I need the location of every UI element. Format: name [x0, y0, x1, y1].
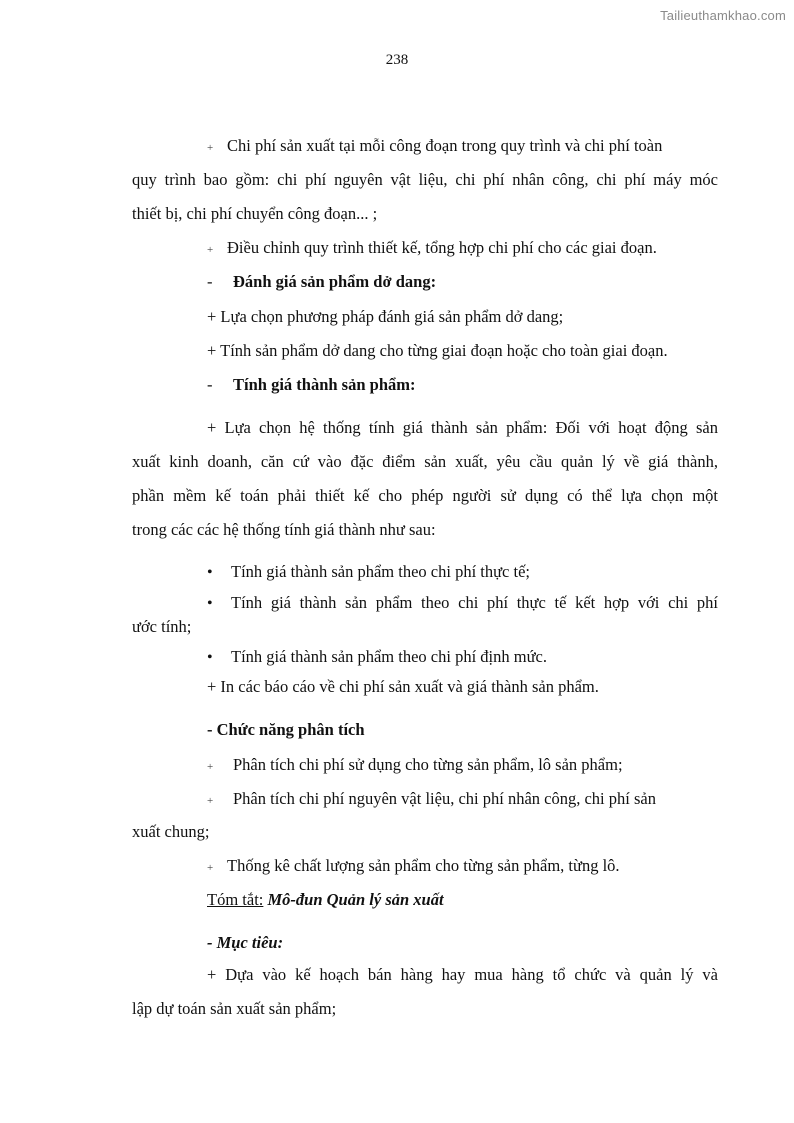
- bullet-icon: •: [207, 595, 213, 612]
- paragraph-line: trong các các hệ thống tính giá thành như sau:: [132, 520, 436, 539]
- bullet-text: Tính giá thành sản phẩm theo chi phí định mức.: [231, 647, 547, 666]
- dash-marker: -: [207, 375, 213, 394]
- heading-text: Đánh giá sản phẩm dở dang:: [233, 272, 437, 291]
- plus-marker: +: [207, 142, 214, 154]
- section-heading: [207, 375, 416, 395]
- paragraph-line: + Tính sản phẩm dở dang cho từng giai đoạn hoặc cho toàn giai đoạn.: [207, 341, 668, 360]
- paragraph-line: ước tính;: [132, 617, 192, 636]
- paragraph-line: [207, 856, 620, 876]
- heading-text: Tính giá thành sản phẩm:: [233, 375, 416, 394]
- paragraph-line: xuất chung;: [132, 822, 210, 841]
- bullet-icon: •: [207, 564, 213, 581]
- paragraph-line: [207, 136, 662, 156]
- section-heading: - Mục tiêu:: [207, 933, 284, 952]
- line-text: Thống kê chất lượng sản phẩm cho từng sản phẩm, từng lô.: [227, 856, 620, 875]
- summary-label: Tóm tắt:: [207, 890, 264, 909]
- line-text: Phân tích chi phí sử dụng cho từng sản phẩm, lô sản phẩm;: [233, 755, 623, 774]
- plus-marker: +: [207, 862, 214, 874]
- paragraph-line: + In các báo cáo về chi phí sản xuất và giá thành sản phẩm.: [207, 677, 599, 696]
- summary-line: [207, 890, 444, 910]
- bullet-item: [207, 593, 718, 613]
- watermark: Tailieuthamkhao.com: [660, 8, 786, 23]
- line-text: Chi phí sản xuất tại mỗi công đoạn trong quy trình và chi phí toàn: [227, 136, 663, 155]
- paragraph-line: quy trình bao gồm: chi phí nguyên vật liệu, chi phí nhân công, chi phí máy móc: [132, 170, 718, 189]
- bullet-icon: •: [207, 649, 213, 666]
- paragraph-line: + Dựa vào kế hoạch bán hàng hay mua hàng tổ chức và quản lý và: [207, 965, 718, 984]
- paragraph-line: lập dự toán sản xuất sản phẩm;: [132, 999, 337, 1018]
- bullet-item: [207, 562, 530, 582]
- section-heading: - Chức năng phân tích: [207, 720, 365, 739]
- plus-marker: +: [207, 244, 214, 256]
- page-number: 238: [385, 52, 409, 68]
- line-text: Phân tích chi phí nguyên vật liệu, chi phí nhân công, chi phí sản: [233, 789, 656, 808]
- plus-marker: +: [207, 761, 214, 773]
- paragraph-line: thiết bị, chi phí chuyển công đoạn... ;: [132, 204, 378, 223]
- bullet-text: Tính giá thành sản phẩm theo chi phí thực tế;: [231, 562, 530, 581]
- paragraph-line: + Lựa chọn phương pháp đánh giá sản phẩm dở dang;: [207, 307, 564, 326]
- line-text: Điều chỉnh quy trình thiết kế, tổng hợp chi phí cho các giai đoạn.: [227, 238, 657, 257]
- summary-title: Mô-đun Quản lý sản xuất: [267, 890, 444, 909]
- paragraph-line: phần mềm kế toán phải thiết kế cho phép người sử dụng có thể lựa chọn một: [132, 486, 718, 505]
- paragraph-line: + Lựa chọn hệ thống tính giá thành sản phẩm: Đối với hoạt động sản: [207, 418, 718, 437]
- dash-marker: -: [207, 272, 213, 291]
- paragraph-line: [207, 755, 623, 775]
- bullet-text: Tính giá thành sản phẩm theo chi phí thực tế kết hợp với chi phí: [231, 593, 718, 612]
- paragraph-line: [207, 789, 656, 809]
- paragraph-line: [207, 238, 657, 258]
- section-heading: [207, 272, 436, 292]
- plus-marker: +: [207, 795, 214, 807]
- paragraph-line: xuất kinh doanh, căn cứ vào đặc điểm sản xuất, yêu cầu quản lý về giá thành,: [132, 452, 718, 471]
- bullet-item: [207, 647, 547, 667]
